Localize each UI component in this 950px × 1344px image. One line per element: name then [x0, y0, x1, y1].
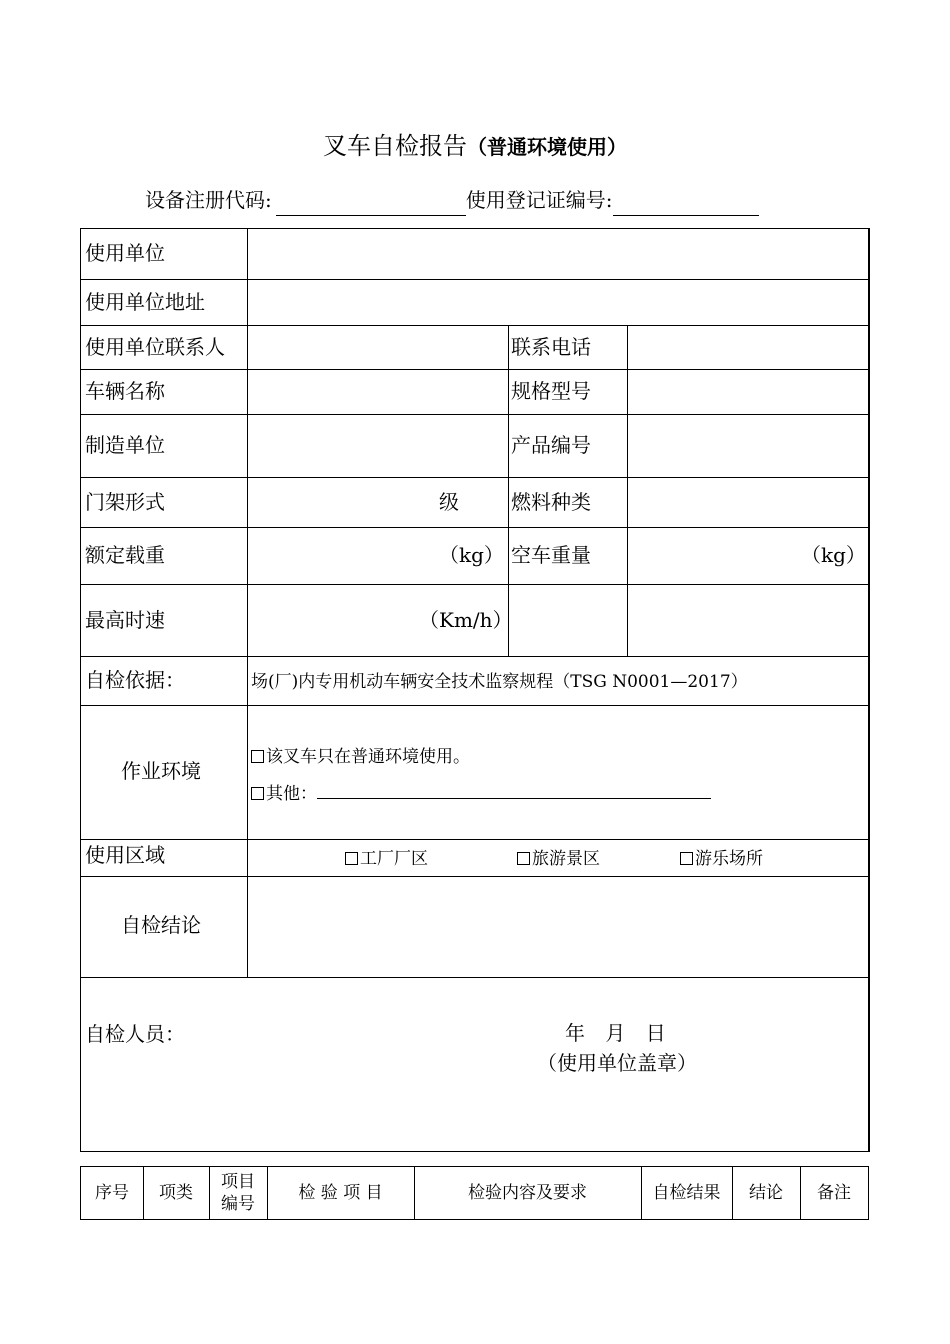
area-option-amusement[interactable] — [680, 847, 763, 871]
max-speed-unit: （Km/h） — [419, 608, 513, 632]
form-rule — [81, 839, 869, 840]
env-option-other[interactable] — [251, 780, 711, 806]
form-rule — [81, 656, 869, 657]
form-rule — [81, 477, 869, 478]
col-header-item: 检 验 项 目 — [298, 1183, 383, 1203]
env-other-field[interactable] — [317, 780, 711, 799]
label-fuel: 燃料种类 — [511, 490, 591, 514]
rated-load-unit: （kg） — [439, 543, 504, 567]
date-text: 年 月 日 — [565, 1021, 666, 1045]
label-conclusion: 自检结论 — [121, 913, 201, 937]
env-option-other-text: 其他： — [266, 784, 317, 804]
form-rule — [81, 527, 869, 528]
col-header-serial: 序号 — [95, 1183, 129, 1203]
form-column-rule — [627, 325, 628, 656]
label-max-speed: 最高时速 — [85, 608, 165, 632]
area-option-factory-text: 工厂厂区 — [360, 849, 428, 869]
form-rule — [81, 279, 869, 280]
document-title — [0, 128, 950, 165]
empty-weight-unit: （kg） — [801, 543, 866, 567]
checkbox-normal-env[interactable] — [251, 750, 264, 763]
col-header-item-no-line1: 项目 — [221, 1172, 255, 1192]
col-header-conclusion: 结论 — [749, 1183, 783, 1203]
label-basis: 自检依据： — [85, 668, 185, 692]
basis-value: 场(厂)内专用机动车辆安全技术监察规程（TSG N0001—2017） — [251, 672, 748, 692]
label-mast-type: 门架形式 — [85, 490, 165, 514]
title-main: 叉车自检报告 — [323, 132, 467, 160]
form-rule — [81, 876, 869, 877]
label-user-unit: 使用单位 — [85, 241, 165, 265]
label-manufacturer: 制造单位 — [85, 433, 165, 457]
col-header-item-no — [209, 1167, 267, 1219]
form-rule — [81, 584, 869, 585]
col-header-category: 项类 — [159, 1183, 193, 1203]
col-header-remarks: 备注 — [817, 1183, 851, 1203]
checkbox-factory[interactable] — [345, 852, 358, 865]
area-option-scenic[interactable] — [517, 847, 600, 871]
env-option-normal-text: 该叉车只在普通环境使用。 — [266, 747, 470, 767]
label-user-address: 使用单位地址 — [85, 290, 205, 314]
col-header-result: 自检结果 — [652, 1183, 721, 1203]
label-vehicle-name: 车辆名称 — [85, 379, 165, 403]
reg-cert-label: 使用登记证编号: — [465, 188, 613, 212]
title-subtitle: （普通环境使用） — [467, 135, 627, 159]
seal-text: （使用单位盖章） — [537, 1051, 697, 1075]
area-option-factory[interactable] — [345, 847, 428, 871]
env-option-normal[interactable] — [251, 745, 470, 769]
form-column-rule — [247, 229, 248, 977]
mast-unit: 级 — [439, 490, 459, 514]
form-rule — [81, 325, 869, 326]
label-contact: 使用单位联系人 — [85, 335, 225, 359]
info-form — [80, 228, 870, 1152]
form-rule — [81, 369, 869, 370]
registration-line — [145, 184, 759, 216]
label-rated-load: 额定载重 — [85, 543, 165, 567]
checkbox-scenic[interactable] — [517, 852, 530, 865]
col-header-content: 检验内容及要求 — [468, 1183, 587, 1203]
inspection-table-header — [80, 1166, 869, 1220]
form-rule — [81, 414, 869, 415]
reg-code-label: 设备注册代码: — [145, 188, 272, 212]
label-phone: 联系电话 — [511, 335, 591, 359]
area-option-amusement-text: 游乐场所 — [695, 849, 763, 869]
label-usage-area: 使用区域 — [85, 843, 165, 867]
col-header-item-no-line2: 编号 — [221, 1194, 255, 1214]
reg-code-field[interactable] — [276, 191, 466, 216]
label-inspector: 自检人员： — [85, 1022, 185, 1046]
form-rule — [81, 977, 869, 978]
label-empty-weight: 空车重量 — [511, 543, 591, 567]
checkbox-amusement[interactable] — [680, 852, 693, 865]
label-model: 规格型号 — [511, 379, 591, 403]
checkbox-other-env[interactable] — [251, 787, 264, 800]
label-product-no: 产品编号 — [511, 433, 591, 457]
reg-cert-field[interactable] — [613, 191, 759, 216]
label-environment: 作业环境 — [121, 759, 201, 783]
area-option-scenic-text: 旅游景区 — [532, 849, 600, 869]
form-rule — [81, 705, 869, 706]
